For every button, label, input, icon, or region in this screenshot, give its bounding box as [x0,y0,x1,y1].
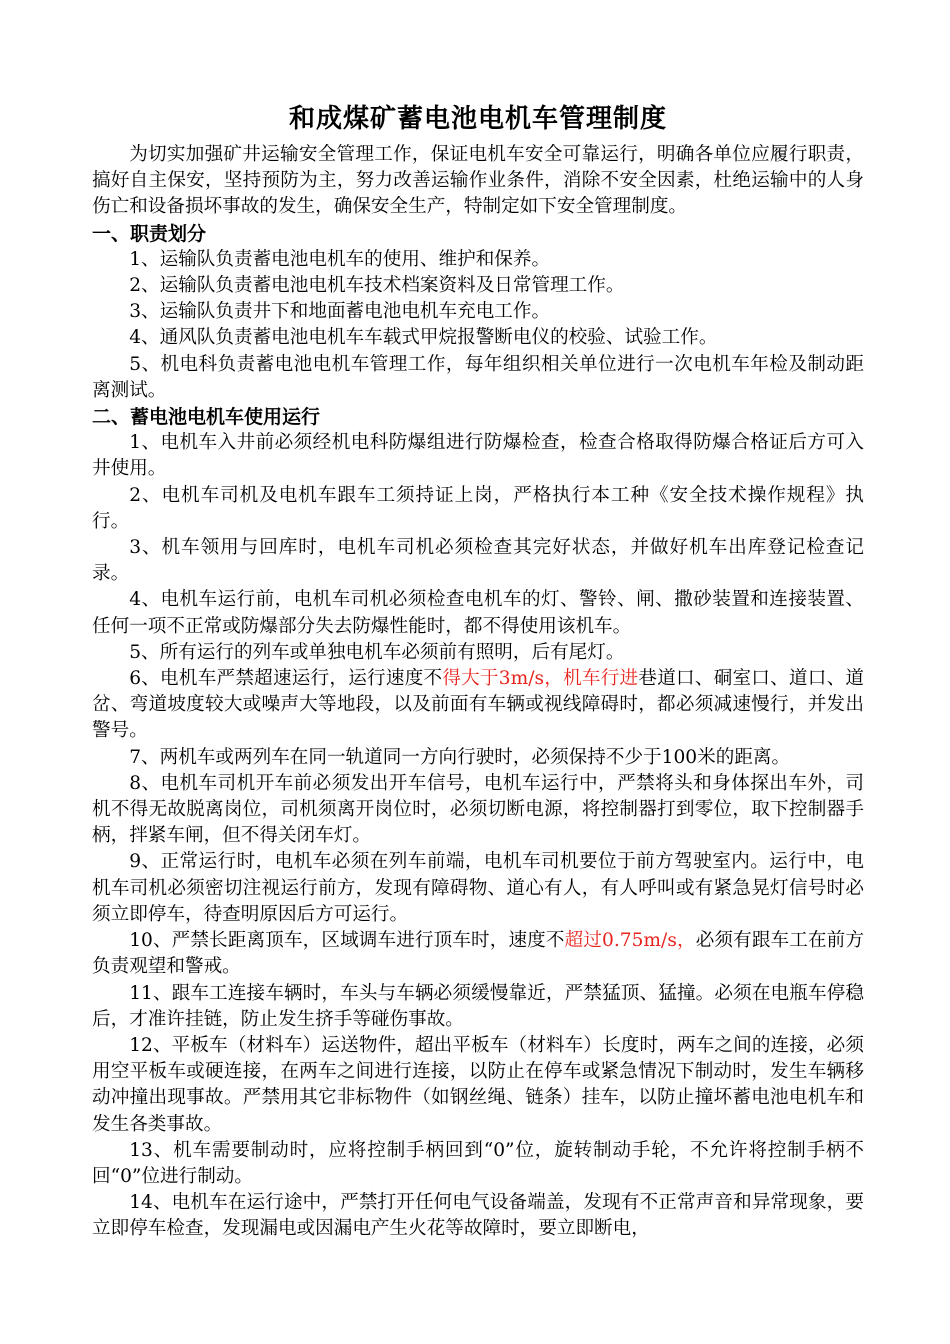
list-item-push-speed [92,928,864,980]
list-item: 8、电机车司机开车前必须发出开车信号，电机车运行中，严禁将头和身体探出车外，司机不得无故脱离岗位，司机须离开岗位时，必须切断电源，将控制器打到零位，取下控制器手柄，拌紧车闸，但不得关闭车灯。 [92,772,864,847]
list-item: 1、运输队负责蓄电池电机车的使用、维护和保养。 [129,248,551,270]
item10-text-after: 必须有跟车工在前方负责观望和警戒。 [92,930,864,978]
list-item: 5、机电科负责蓄电池电机车管理工作，每年组织相关单位进行一次电机车年检及制动距离测试。 [92,353,864,401]
list-item-speed-limit [92,666,864,745]
list-item: 14、电机车在运行途中，严禁打开任何电气设备端盖，发现有不正常声音和异常现象，要立即停车检查，发现漏电或因漏电产生火花等故障时，要立即断电， [92,1192,864,1240]
list-item: 4、通风队负责蓄电池电机车车载式甲烷报警断电仪的校验、试验工作。 [129,327,718,349]
list-item: 7、两机车或两列车在同一轨道同一方向行驶时，必须保持不少于100米的距离。 [129,746,791,768]
list-item: 12、平板车（材料车）运送物件，超出平板车（材料车）长度时，两车之间的连接，必须用空平板车或硬连接，在两车之间进行连接，以防止在停车或紧急情况下制动时，发生车辆移动冲撞出现事故。严禁用其它非标物件（如钢丝绳、链条）挂车，以防止撞坏蓄电池电机车和发生各类事故。 [92,1034,864,1135]
document-title: 和成煤矿蓄电池电机车管理制度 [288,104,667,134]
list-item: 4、电机车运行前，电机车司机必须检查电机车的灯、警铃、闸、撒砂装置和连接装置、任何一项不正常或防爆部分失去防爆性能时，都不得使用该机车。 [92,589,864,637]
section-heading-operation: 二、蓄电池电机车使用运行 [92,406,321,429]
list-item: 2、运输队负责蓄电池电机车技术档案资料及日常管理工作。 [129,275,625,297]
item6-text-before: 6、电机车严禁超速运行，运行速度不 [129,668,443,690]
list-item: 1、电机车入井前必须经机电科防爆组进行防爆检查，检查合格取得防爆合格证后方可入井使用。 [92,432,864,480]
list-item: 5、所有运行的列车或单独电机车必须前有照明，后有尾灯。 [129,641,625,663]
intro-paragraph: 为切实加强矿井运输安全管理工作，保证电机车安全可靠运行，明确各单位应履行职责，搞好自主保安，坚持预防为主，努力改善运输作业条件，消除不安全因素，杜绝运输中的人身伤亡和设备损坏事故的发生，确保安全生产，特制定如下安全管理制度。 [92,144,864,218]
document-page [92,100,864,1243]
list-item: 11、跟车工连接车辆时，车头与车辆必须缓慢靠近，严禁猛顶、猛撞。必须在电瓶车停稳后，才准许挂链，防止发生挤手等碰伤事故。 [92,982,864,1030]
list-item: 13、机车需要制动时，应将控制手柄回到“0”位，旋转制动手轮，不允许将控制手柄不回“0”位进行制动。 [92,1139,864,1187]
item6-text-after: 巷道口、硐室口、道口、道岔、弯道坡度较大或噪声大等地段，以及前面有车辆或视线障碍时，都必须减速慢行，并发出警号。 [92,668,864,742]
item6-highlight: 得大于3m/s，机车行进 [442,668,639,690]
item10-text-before: 10、严禁长距离顶车，区域调车进行顶车时，速度不 [129,930,565,952]
list-item: 9、正常运行时，电机车必须在列车前端，电机车司机要位于前方驾驶室内。运行中，电机车司机必须密切注视运行前方，发现有障碍物、道心有人，有人呼叫或有紧急晃灯信号时必须立即停车，待查明原因后方可运行。 [92,851,864,925]
list-item: 2、电机车司机及电机车跟车工须持证上岗，严格执行本工种《安全技术操作规程》执行。 [92,484,864,532]
section-heading-responsibilities: 一、职责划分 [92,222,207,245]
list-item: 3、机车领用与回库时，电机车司机必须检查其完好状态，并做好机车出库登记检查记录。 [92,537,864,585]
item10-highlight: 超过0.75m/s， [564,930,696,952]
list-item: 3、运输队负责井下和地面蓄电池电机车充电工作。 [129,301,551,323]
